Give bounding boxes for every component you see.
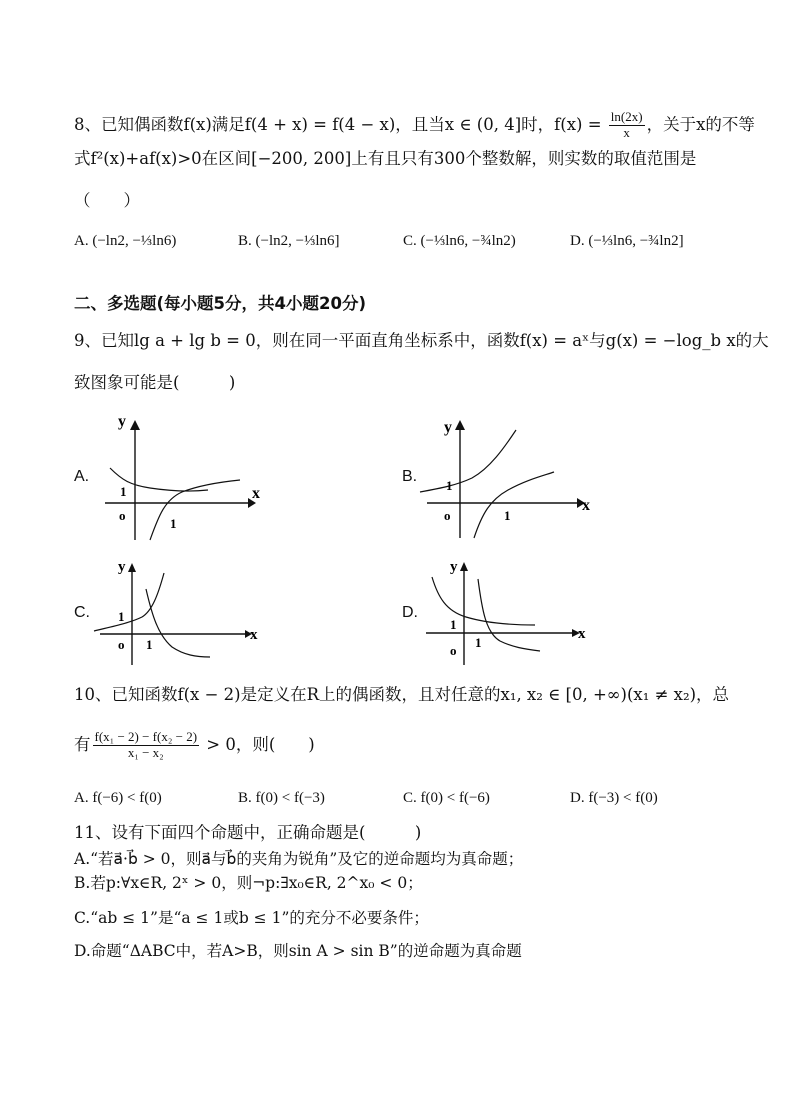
graph-a-y-label: y <box>118 413 126 430</box>
graph-d-y-arrow-icon <box>460 562 468 571</box>
q8-line2: 式f²(x)+af(x)>0在区间[−200, 200]上有且只有300个整数解，则实数的取值范围是 <box>74 149 697 168</box>
graph-b-y-arrow-icon <box>455 420 465 430</box>
q10-line2-pre: 有 <box>74 734 91 754</box>
q8-option-c[interactable]: C. (−⅓ln6, −¾ln2) <box>403 233 516 249</box>
graph-d-y-label: y <box>450 559 458 575</box>
q9-line1: 9、已知lg a + lg b = 0，则在同一平面直角坐标系中，函数f(x) = aˣ与g(x) = −log_b x的大 <box>74 331 769 350</box>
q10-option-d[interactable]: D. f(−3) < f(0) <box>570 790 658 806</box>
q10-line2-post: > 0，则( ) <box>201 734 315 754</box>
graph-c-y-arrow-icon <box>128 563 136 572</box>
q8-line1-text: 8、已知偶函数f(x)满足f(4 + x) = f(4 − x)，且当x ∈ (0, 4]时，f(x) = <box>74 114 607 134</box>
q8-frac-num: ln(2x) <box>610 109 643 124</box>
q11-option-c[interactable]: C.“ab ≤ 1”是“a ≤ 1或b ≤ 1”的充分不必要条件； <box>74 909 429 927</box>
q11-option-a[interactable]: A.“若a⃗·b⃗ > 0，则a⃗与b⃗的夹角为锐角”及它的逆命题均为真命题； <box>74 850 524 868</box>
graph-c-one-x: 1 <box>146 637 153 652</box>
q8-option-d[interactable]: D. (−⅓ln6, −¾ln2] <box>570 233 684 249</box>
q10-frac-den: x₁ − x₂ <box>127 744 164 760</box>
graph-c-origin: o <box>118 637 125 652</box>
graph-d-origin: o <box>450 643 457 658</box>
q8-option-b[interactable]: B. (−ln2, −⅓ln6] <box>238 233 340 249</box>
q8-option-a[interactable]: A. (−ln2, −⅓ln6) <box>74 233 177 249</box>
graph-a-curve-log <box>150 480 240 540</box>
q10-line1: 10、已知函数f(x − 2)是定义在R上的偶函数，且对任意的x₁, x₂ ∈ [0, +∞)(x₁ ≠ x₂)，总 <box>74 685 730 704</box>
graph-a-y-arrow-icon <box>130 420 140 430</box>
graph-d-curve-exp <box>432 577 535 625</box>
graph-b-y-label: y <box>444 419 452 436</box>
graph-d-one-x: 1 <box>475 635 482 650</box>
graph-b <box>412 410 612 540</box>
graph-d <box>420 555 620 665</box>
q11-line1: 11、设有下面四个命题中，正确命题是( ) <box>74 823 422 842</box>
q8-frac-den: x <box>623 124 630 140</box>
q10-option-c[interactable]: C. f(0) < f(−6) <box>403 790 490 806</box>
graph-b-one-x: 1 <box>504 508 511 523</box>
graph-d-x-label: x <box>578 626 586 642</box>
graph-c-curve-exp <box>94 573 164 631</box>
q10-fraction <box>93 730 200 761</box>
section-2-title: 二、多选题(每小题5分，共4小题20分) <box>74 294 367 313</box>
graph-a-origin: o <box>119 508 126 523</box>
graph-d-curve-log <box>478 579 540 651</box>
q11-option-d[interactable]: D.命题“ΔABC中，若A>B，则sin A > sin B”的逆命题为真命题 <box>74 942 522 960</box>
graph-c-label[interactable]: C. <box>74 604 90 621</box>
graph-c-x-label: x <box>250 627 258 643</box>
graph-b-curve-exp <box>420 430 516 492</box>
q10-option-b[interactable]: B. f(0) < f(−3) <box>238 790 325 806</box>
q10-frac-num: f(x₁ − 2) − f(x₂ − 2) <box>94 729 198 744</box>
q8-line3: （ ） <box>74 191 140 210</box>
graph-d-label[interactable]: D. <box>402 604 418 621</box>
q8-fraction <box>609 110 645 141</box>
q8-line1-tail: ，关于x的不等 <box>646 114 755 134</box>
graph-a <box>90 410 290 540</box>
graph-a-label[interactable]: A. <box>74 468 90 485</box>
graph-b-x-label: x <box>582 497 590 514</box>
graph-c <box>90 555 290 665</box>
q9-line2: 致图象可能是( ) <box>74 373 236 392</box>
graph-a-one-x: 1 <box>170 516 177 531</box>
graph-a-one-y: 1 <box>120 484 127 499</box>
graph-a-x-label: x <box>252 485 260 502</box>
graph-b-label[interactable]: B. <box>402 468 418 485</box>
q8-line1 <box>74 110 755 141</box>
q10-option-a[interactable]: A. f(−6) < f(0) <box>74 790 162 806</box>
q11-option-b[interactable]: B.若p:∀x∈R, 2ˣ > 0，则¬p:∃x₀∈R, 2^x₀ < 0； <box>74 874 423 892</box>
q10-line2 <box>74 730 315 761</box>
graph-c-y-label: y <box>118 559 126 575</box>
graph-b-one-y: 1 <box>446 478 453 493</box>
graph-b-origin: o <box>444 508 451 523</box>
graph-c-one-y: 1 <box>118 609 125 624</box>
graph-d-one-y: 1 <box>450 617 457 632</box>
graph-b-curve-log <box>474 472 554 538</box>
